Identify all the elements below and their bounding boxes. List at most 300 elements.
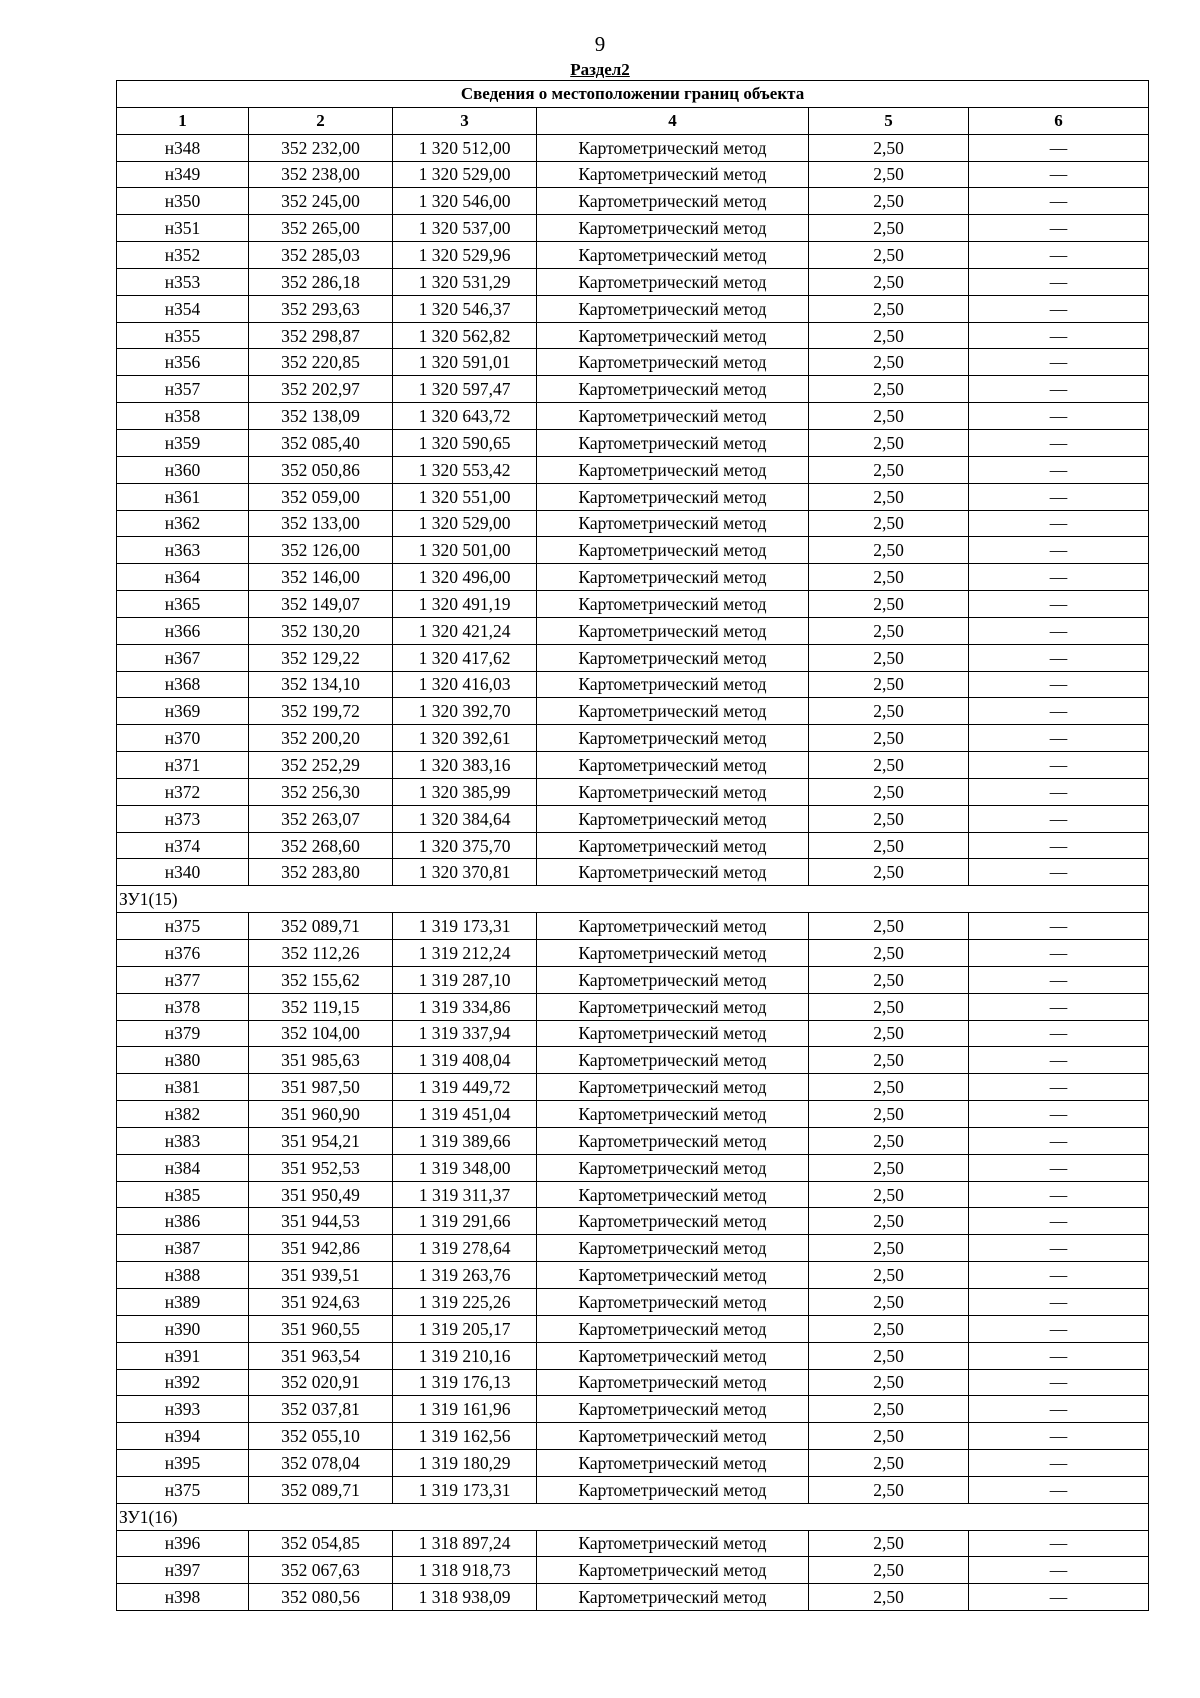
x-coordinate-cell: 351 987,50 (249, 1074, 393, 1101)
x-coordinate-cell: 352 200,20 (249, 725, 393, 752)
table-row (117, 752, 1149, 779)
x-coordinate-cell: 352 286,18 (249, 268, 393, 295)
description-cell: — (969, 1584, 1149, 1611)
method-cell: Картометрический метод (537, 1315, 809, 1342)
accuracy-cell: 2,50 (809, 1047, 969, 1074)
accuracy-cell: 2,50 (809, 1342, 969, 1369)
point-number-cell: н397 (117, 1557, 249, 1584)
x-coordinate-cell: 352 129,22 (249, 644, 393, 671)
point-number-cell: н381 (117, 1074, 249, 1101)
point-number-cell: н394 (117, 1423, 249, 1450)
method-cell: Картометрический метод (537, 242, 809, 269)
description-cell: — (969, 242, 1149, 269)
accuracy-cell: 2,50 (809, 376, 969, 403)
method-cell: Картометрический метод (537, 1127, 809, 1154)
accuracy-cell: 2,50 (809, 1476, 969, 1503)
point-number-cell: н349 (117, 161, 249, 188)
y-coordinate-cell: 1 319 334,86 (393, 993, 537, 1020)
table-row (117, 215, 1149, 242)
y-coordinate-cell: 1 319 212,24 (393, 940, 537, 967)
point-number-cell: н373 (117, 805, 249, 832)
y-coordinate-cell: 1 319 263,76 (393, 1262, 537, 1289)
description-cell: — (969, 1396, 1149, 1423)
table-row (117, 510, 1149, 537)
x-coordinate-cell: 351 985,63 (249, 1047, 393, 1074)
x-coordinate-cell: 352 050,86 (249, 456, 393, 483)
description-cell: — (969, 1288, 1149, 1315)
accuracy-cell: 2,50 (809, 1369, 969, 1396)
table-row (117, 1047, 1149, 1074)
table-row (117, 805, 1149, 832)
y-coordinate-cell: 1 320 417,62 (393, 644, 537, 671)
x-coordinate-cell: 352 130,20 (249, 617, 393, 644)
point-number-cell: н366 (117, 617, 249, 644)
description-cell: — (969, 268, 1149, 295)
point-number-cell: н352 (117, 242, 249, 269)
accuracy-cell: 2,50 (809, 698, 969, 725)
point-number-cell: н360 (117, 456, 249, 483)
accuracy-cell: 2,50 (809, 617, 969, 644)
y-coordinate-cell: 1 319 451,04 (393, 1101, 537, 1128)
y-coordinate-cell: 1 320 643,72 (393, 403, 537, 430)
y-coordinate-cell: 1 320 537,00 (393, 215, 537, 242)
y-coordinate-cell: 1 319 162,56 (393, 1423, 537, 1450)
table-row (117, 1315, 1149, 1342)
accuracy-cell: 2,50 (809, 1315, 969, 1342)
table-row (117, 591, 1149, 618)
method-cell: Картометрический метод (537, 859, 809, 886)
boundary-coordinates-table (116, 80, 1149, 1611)
x-coordinate-cell: 351 924,63 (249, 1288, 393, 1315)
y-coordinate-cell: 1 319 408,04 (393, 1047, 537, 1074)
column-number-2: 2 (249, 107, 393, 134)
point-number-cell: н354 (117, 295, 249, 322)
method-cell: Картометрический метод (537, 322, 809, 349)
group-header-row (117, 1503, 1149, 1530)
description-cell: — (969, 1127, 1149, 1154)
table-row (117, 1557, 1149, 1584)
method-cell: Картометрический метод (537, 1369, 809, 1396)
x-coordinate-cell: 352 133,00 (249, 510, 393, 537)
point-number-cell: н395 (117, 1450, 249, 1477)
y-coordinate-cell: 1 319 291,66 (393, 1208, 537, 1235)
x-coordinate-cell: 351 960,55 (249, 1315, 393, 1342)
method-cell: Картометрический метод (537, 349, 809, 376)
description-cell: — (969, 725, 1149, 752)
method-cell: Картометрический метод (537, 456, 809, 483)
accuracy-cell: 2,50 (809, 966, 969, 993)
description-cell: — (969, 966, 1149, 993)
table-row (117, 1181, 1149, 1208)
y-coordinate-cell: 1 319 449,72 (393, 1074, 537, 1101)
accuracy-cell: 2,50 (809, 805, 969, 832)
method-cell: Картометрический метод (537, 752, 809, 779)
x-coordinate-cell: 352 149,07 (249, 591, 393, 618)
y-coordinate-cell: 1 320 553,42 (393, 456, 537, 483)
accuracy-cell: 2,50 (809, 671, 969, 698)
point-number-cell: н372 (117, 778, 249, 805)
x-coordinate-cell: 351 960,90 (249, 1101, 393, 1128)
method-cell: Картометрический метод (537, 940, 809, 967)
point-number-cell: н391 (117, 1342, 249, 1369)
y-coordinate-cell: 1 320 512,00 (393, 134, 537, 161)
accuracy-cell: 2,50 (809, 993, 969, 1020)
description-cell: — (969, 429, 1149, 456)
x-coordinate-cell: 352 112,26 (249, 940, 393, 967)
point-number-cell: н361 (117, 483, 249, 510)
table-row (117, 913, 1149, 940)
method-cell: Картометрический метод (537, 1342, 809, 1369)
y-coordinate-cell: 1 319 210,16 (393, 1342, 537, 1369)
x-coordinate-cell: 351 954,21 (249, 1127, 393, 1154)
accuracy-cell: 2,50 (809, 268, 969, 295)
method-cell: Картометрический метод (537, 1154, 809, 1181)
accuracy-cell: 2,50 (809, 1154, 969, 1181)
method-cell: Картометрический метод (537, 134, 809, 161)
point-number-cell: н355 (117, 322, 249, 349)
x-coordinate-cell: 352 067,63 (249, 1557, 393, 1584)
method-cell: Картометрический метод (537, 268, 809, 295)
accuracy-cell: 2,50 (809, 859, 969, 886)
description-cell: — (969, 805, 1149, 832)
y-coordinate-cell: 1 319 348,00 (393, 1154, 537, 1181)
point-number-cell: н389 (117, 1288, 249, 1315)
y-coordinate-cell: 1 318 897,24 (393, 1530, 537, 1557)
accuracy-cell: 2,50 (809, 510, 969, 537)
point-number-cell: н369 (117, 698, 249, 725)
method-cell: Картометрический метод (537, 1423, 809, 1450)
page-number: 9 (594, 32, 606, 56)
method-cell: Картометрический метод (537, 1181, 809, 1208)
description-cell: — (969, 1476, 1149, 1503)
table-row (117, 778, 1149, 805)
method-cell: Картометрический метод (537, 564, 809, 591)
table-row (117, 161, 1149, 188)
table-row (117, 1235, 1149, 1262)
method-cell: Картометрический метод (537, 215, 809, 242)
accuracy-cell: 2,50 (809, 456, 969, 483)
group-label: ЗУ1(16) (117, 1503, 1149, 1530)
y-coordinate-cell: 1 320 591,01 (393, 349, 537, 376)
method-cell: Картометрический метод (537, 1208, 809, 1235)
y-coordinate-cell: 1 319 337,94 (393, 1020, 537, 1047)
description-cell: — (969, 644, 1149, 671)
description-cell: — (969, 215, 1149, 242)
description-cell: — (969, 940, 1149, 967)
accuracy-cell: 2,50 (809, 1557, 969, 1584)
accuracy-cell: 2,50 (809, 1423, 969, 1450)
method-cell: Картометрический метод (537, 1557, 809, 1584)
table-row (117, 295, 1149, 322)
accuracy-cell: 2,50 (809, 913, 969, 940)
point-number-cell: н398 (117, 1584, 249, 1611)
point-number-cell: н377 (117, 966, 249, 993)
accuracy-cell: 2,50 (809, 188, 969, 215)
column-number-6: 6 (969, 107, 1149, 134)
method-cell: Картометрический метод (537, 1047, 809, 1074)
table-caption-row (117, 81, 1149, 108)
point-number-cell: н370 (117, 725, 249, 752)
accuracy-cell: 2,50 (809, 1127, 969, 1154)
method-cell: Картометрический метод (537, 671, 809, 698)
x-coordinate-cell: 352 256,30 (249, 778, 393, 805)
x-coordinate-cell: 352 078,04 (249, 1450, 393, 1477)
x-coordinate-cell: 352 220,85 (249, 349, 393, 376)
table-row (117, 1369, 1149, 1396)
description-cell: — (969, 483, 1149, 510)
accuracy-cell: 2,50 (809, 429, 969, 456)
y-coordinate-cell: 1 320 529,00 (393, 161, 537, 188)
point-number-cell: н356 (117, 349, 249, 376)
description-cell: — (969, 161, 1149, 188)
description-cell: — (969, 322, 1149, 349)
x-coordinate-cell: 352 293,63 (249, 295, 393, 322)
point-number-cell: н380 (117, 1047, 249, 1074)
table-row (117, 403, 1149, 430)
x-coordinate-cell: 352 126,00 (249, 537, 393, 564)
accuracy-cell: 2,50 (809, 1020, 969, 1047)
accuracy-cell: 2,50 (809, 1450, 969, 1477)
point-number-cell: н357 (117, 376, 249, 403)
point-number-cell: н388 (117, 1262, 249, 1289)
description-cell: — (969, 1342, 1149, 1369)
method-cell: Картометрический метод (537, 1074, 809, 1101)
y-coordinate-cell: 1 320 590,65 (393, 429, 537, 456)
method-cell: Картометрический метод (537, 1584, 809, 1611)
table-row (117, 1423, 1149, 1450)
column-number-4: 4 (537, 107, 809, 134)
y-coordinate-cell: 1 320 392,61 (393, 725, 537, 752)
point-number-cell: н362 (117, 510, 249, 537)
accuracy-cell: 2,50 (809, 349, 969, 376)
y-coordinate-cell: 1 319 287,10 (393, 966, 537, 993)
method-cell: Картометрический метод (537, 1101, 809, 1128)
accuracy-cell: 2,50 (809, 940, 969, 967)
method-cell: Картометрический метод (537, 644, 809, 671)
description-cell: — (969, 1262, 1149, 1289)
accuracy-cell: 2,50 (809, 242, 969, 269)
y-coordinate-cell: 1 318 918,73 (393, 1557, 537, 1584)
accuracy-cell: 2,50 (809, 1181, 969, 1208)
method-cell: Картометрический метод (537, 483, 809, 510)
table-row (117, 1074, 1149, 1101)
method-cell: Картометрический метод (537, 805, 809, 832)
x-coordinate-cell: 352 298,87 (249, 322, 393, 349)
table-row (117, 993, 1149, 1020)
table-row (117, 1450, 1149, 1477)
table-row (117, 725, 1149, 752)
description-cell: — (969, 752, 1149, 779)
column-number-5: 5 (809, 107, 969, 134)
accuracy-cell: 2,50 (809, 1235, 969, 1262)
accuracy-cell: 2,50 (809, 322, 969, 349)
method-cell: Картометрический метод (537, 1476, 809, 1503)
y-coordinate-cell: 1 320 529,96 (393, 242, 537, 269)
description-cell: — (969, 913, 1149, 940)
y-coordinate-cell: 1 320 501,00 (393, 537, 537, 564)
description-cell: — (969, 832, 1149, 859)
y-coordinate-cell: 1 319 173,31 (393, 913, 537, 940)
y-coordinate-cell: 1 320 597,47 (393, 376, 537, 403)
y-coordinate-cell: 1 318 938,09 (393, 1584, 537, 1611)
point-number-cell: н390 (117, 1315, 249, 1342)
description-cell: — (969, 591, 1149, 618)
x-coordinate-cell: 352 285,03 (249, 242, 393, 269)
column-number-row (117, 107, 1149, 134)
x-coordinate-cell: 352 232,00 (249, 134, 393, 161)
method-cell: Картометрический метод (537, 188, 809, 215)
y-coordinate-cell: 1 319 180,29 (393, 1450, 537, 1477)
x-coordinate-cell: 352 080,56 (249, 1584, 393, 1611)
x-coordinate-cell: 352 268,60 (249, 832, 393, 859)
y-coordinate-cell: 1 320 546,00 (393, 188, 537, 215)
y-coordinate-cell: 1 320 529,00 (393, 510, 537, 537)
y-coordinate-cell: 1 320 421,24 (393, 617, 537, 644)
accuracy-cell: 2,50 (809, 1262, 969, 1289)
table-row (117, 644, 1149, 671)
x-coordinate-cell: 352 037,81 (249, 1396, 393, 1423)
table-row (117, 1396, 1149, 1423)
point-number-cell: н384 (117, 1154, 249, 1181)
table-row (117, 617, 1149, 644)
accuracy-cell: 2,50 (809, 1074, 969, 1101)
description-cell: — (969, 778, 1149, 805)
description-cell: — (969, 1154, 1149, 1181)
description-cell: — (969, 1074, 1149, 1101)
method-cell: Картометрический метод (537, 510, 809, 537)
accuracy-cell: 2,50 (809, 1584, 969, 1611)
y-coordinate-cell: 1 319 389,66 (393, 1127, 537, 1154)
table-row (117, 671, 1149, 698)
point-number-cell: н375 (117, 913, 249, 940)
method-cell: Картометрический метод (537, 537, 809, 564)
table-row (117, 698, 1149, 725)
method-cell: Картометрический метод (537, 1288, 809, 1315)
accuracy-cell: 2,50 (809, 295, 969, 322)
description-cell: — (969, 510, 1149, 537)
table-row (117, 1342, 1149, 1369)
description-cell: — (969, 1369, 1149, 1396)
description-cell: — (969, 537, 1149, 564)
column-number-3: 3 (393, 107, 537, 134)
accuracy-cell: 2,50 (809, 1101, 969, 1128)
table-row (117, 1530, 1149, 1557)
accuracy-cell: 2,50 (809, 752, 969, 779)
x-coordinate-cell: 352 252,29 (249, 752, 393, 779)
description-cell: — (969, 456, 1149, 483)
accuracy-cell: 2,50 (809, 1288, 969, 1315)
table-row (117, 376, 1149, 403)
accuracy-cell: 2,50 (809, 1396, 969, 1423)
x-coordinate-cell: 352 089,71 (249, 1476, 393, 1503)
x-coordinate-cell: 352 202,97 (249, 376, 393, 403)
method-cell: Картометрический метод (537, 1396, 809, 1423)
accuracy-cell: 2,50 (809, 832, 969, 859)
point-number-cell: н382 (117, 1101, 249, 1128)
method-cell: Картометрический метод (537, 1235, 809, 1262)
table-row (117, 456, 1149, 483)
description-cell: — (969, 403, 1149, 430)
y-coordinate-cell: 1 320 383,16 (393, 752, 537, 779)
table-caption: Сведения о местоположении границ объекта (117, 81, 1149, 108)
x-coordinate-cell: 351 939,51 (249, 1262, 393, 1289)
x-coordinate-cell: 352 089,71 (249, 913, 393, 940)
description-cell: — (969, 617, 1149, 644)
table-row (117, 1020, 1149, 1047)
description-cell: — (969, 1450, 1149, 1477)
description-cell: — (969, 1208, 1149, 1235)
table-row (117, 832, 1149, 859)
x-coordinate-cell: 352 119,15 (249, 993, 393, 1020)
x-coordinate-cell: 352 104,00 (249, 1020, 393, 1047)
x-coordinate-cell: 351 944,53 (249, 1208, 393, 1235)
accuracy-cell: 2,50 (809, 1208, 969, 1235)
description-cell: — (969, 1101, 1149, 1128)
y-coordinate-cell: 1 320 491,19 (393, 591, 537, 618)
point-number-cell: н385 (117, 1181, 249, 1208)
description-cell: — (969, 134, 1149, 161)
point-number-cell: н368 (117, 671, 249, 698)
x-coordinate-cell: 352 085,40 (249, 429, 393, 456)
x-coordinate-cell: 352 283,80 (249, 859, 393, 886)
table-row (117, 188, 1149, 215)
accuracy-cell: 2,50 (809, 134, 969, 161)
accuracy-cell: 2,50 (809, 591, 969, 618)
accuracy-cell: 2,50 (809, 161, 969, 188)
y-coordinate-cell: 1 320 546,37 (393, 295, 537, 322)
method-cell: Картометрический метод (537, 1450, 809, 1477)
y-coordinate-cell: 1 320 370,81 (393, 859, 537, 886)
accuracy-cell: 2,50 (809, 537, 969, 564)
point-number-cell: н340 (117, 859, 249, 886)
table-row (117, 1154, 1149, 1181)
point-number-cell: н383 (117, 1127, 249, 1154)
x-coordinate-cell: 352 245,00 (249, 188, 393, 215)
y-coordinate-cell: 1 320 531,29 (393, 268, 537, 295)
method-cell: Картометрический метод (537, 993, 809, 1020)
accuracy-cell: 2,50 (809, 1530, 969, 1557)
accuracy-cell: 2,50 (809, 725, 969, 752)
table-row (117, 966, 1149, 993)
method-cell: Картометрический метод (537, 591, 809, 618)
description-cell: — (969, 1181, 1149, 1208)
point-number-cell: н392 (117, 1369, 249, 1396)
method-cell: Картометрический метод (537, 403, 809, 430)
table-row (117, 859, 1149, 886)
x-coordinate-cell: 352 055,10 (249, 1423, 393, 1450)
y-coordinate-cell: 1 320 392,70 (393, 698, 537, 725)
y-coordinate-cell: 1 320 496,00 (393, 564, 537, 591)
table-row (117, 1584, 1149, 1611)
description-cell: — (969, 188, 1149, 215)
x-coordinate-cell: 352 263,07 (249, 805, 393, 832)
description-cell: — (969, 1235, 1149, 1262)
accuracy-cell: 2,50 (809, 778, 969, 805)
description-cell: — (969, 1530, 1149, 1557)
point-number-cell: н350 (117, 188, 249, 215)
y-coordinate-cell: 1 319 205,17 (393, 1315, 537, 1342)
point-number-cell: н375 (117, 1476, 249, 1503)
x-coordinate-cell: 352 265,00 (249, 215, 393, 242)
description-cell: — (969, 671, 1149, 698)
accuracy-cell: 2,50 (809, 564, 969, 591)
table-row (117, 1101, 1149, 1128)
description-cell: — (969, 376, 1149, 403)
point-number-cell: н363 (117, 537, 249, 564)
description-cell: — (969, 859, 1149, 886)
method-cell: Картометрический метод (537, 1262, 809, 1289)
y-coordinate-cell: 1 320 562,82 (393, 322, 537, 349)
